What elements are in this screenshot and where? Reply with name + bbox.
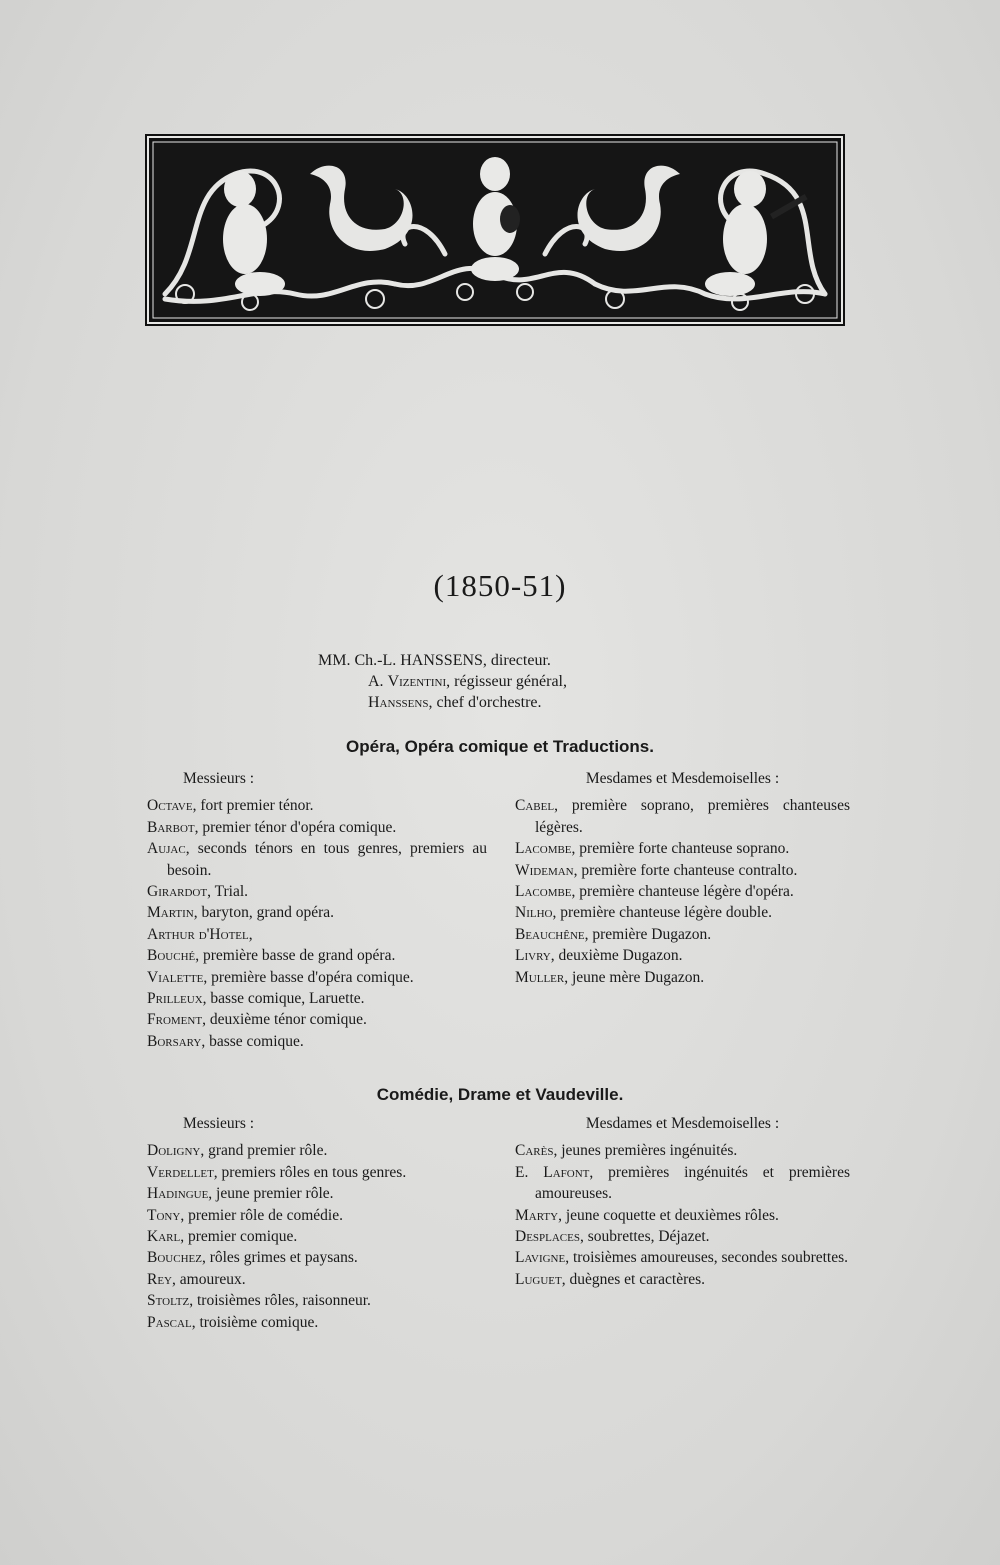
cast-entry (147, 1247, 487, 1268)
cast-name: Desplaces (515, 1228, 580, 1246)
cast-role: , première basse de grand opéra. (195, 947, 396, 965)
cast-name: Livry (515, 947, 551, 965)
cast-role: , première forte chanteuse soprano. (571, 840, 790, 858)
cast-role: , premières ingénuités et premières amoureuses. (535, 1163, 850, 1203)
comedie-women-header: Mesdames et Mesdemoiselles : (585, 1115, 780, 1132)
cast-role: , Trial. (207, 883, 249, 901)
cast-name: Rey (147, 1270, 173, 1288)
comedie-women-column (515, 1113, 850, 1290)
cast-role: , rôles grimes et paysans. (201, 1249, 358, 1267)
opera-men-list (147, 795, 487, 1052)
cast-role: , basse comique. (201, 1032, 304, 1050)
cast-entry (515, 967, 850, 988)
cast-entry (147, 1031, 487, 1052)
regisseur-initial: A. (368, 673, 388, 690)
cast-entry (515, 838, 850, 859)
cast-entry (515, 881, 850, 902)
ornamental-banner (145, 134, 845, 326)
cast-role: , premiers rôles en tous genres. (213, 1163, 407, 1181)
cast-entry (147, 1290, 487, 1311)
cast-role: , jeune coquette et deuxièmes rôles. (558, 1206, 779, 1224)
cast-role: , premier comique. (180, 1228, 298, 1246)
cast-name: Verdellet (147, 1163, 214, 1181)
cast-name: Nilho (515, 904, 553, 922)
cast-role: , troisièmes amoureuses, secondes soubrettes. (565, 1249, 849, 1267)
cast-role: , première chanteuse légère d'opéra. (571, 883, 794, 901)
regisseur-role: , régisseur général, (446, 673, 567, 690)
cast-entry (147, 881, 487, 902)
cast-entry (515, 1205, 850, 1226)
cast-role: , première Dugazon. (584, 925, 712, 943)
cast-entry (515, 945, 850, 966)
cast-entry (515, 902, 850, 923)
cast-role: , grand premier rôle. (200, 1142, 328, 1160)
opera-women-list (515, 795, 850, 988)
staff-prefix: MM. (318, 652, 351, 669)
cast-name: Borsary (147, 1032, 202, 1050)
cast-name: Octave (147, 797, 193, 815)
cast-name: Luguet (515, 1270, 562, 1288)
cast-name: Stoltz (147, 1292, 190, 1310)
cast-entry (147, 1205, 487, 1226)
cast-entry (515, 1140, 850, 1161)
cast-name: Vialette (147, 968, 204, 986)
cast-role: , jeune mère Dugazon. (564, 968, 705, 986)
cast-entry (515, 1162, 850, 1205)
cast-name: Tony (147, 1206, 181, 1224)
cast-role: , troisièmes rôles, raisonneur. (189, 1292, 371, 1310)
cast-role: , baryton, grand opéra. (193, 904, 335, 922)
cast-entry (147, 1226, 487, 1247)
chef-role: , chef d'orchestre. (428, 694, 542, 711)
cast-name: Girardot (147, 883, 208, 901)
comedie-men-header: Messieurs : (183, 1115, 255, 1132)
cast-role: , seconds ténors en tous genres, premiers au besoin. (167, 840, 487, 879)
cast-name: Lacombe (515, 840, 572, 858)
cast-entry (147, 1009, 487, 1030)
cast-name: Cabel (515, 797, 555, 815)
cast-entry (147, 795, 487, 816)
cast-entry (515, 860, 850, 881)
cast-entry (515, 1226, 850, 1247)
cast-entry (515, 924, 850, 945)
cast-role: , soubrettes, Déjazet. (580, 1228, 710, 1246)
cast-entry (147, 1140, 487, 1161)
cast-role: , première soprano, premières chanteuses légères. (535, 797, 850, 836)
cast-entry (147, 1162, 487, 1183)
cast-name: Wideman (515, 861, 574, 879)
cast-entry (147, 924, 487, 945)
chef-line (318, 692, 567, 713)
cast-role: , première forte chanteuse contralto. (573, 861, 798, 879)
director-name: Ch.-L. HANSSENS (354, 652, 483, 669)
cast-role: , deuxième Dugazon. (550, 947, 683, 965)
cast-name: Lacombe (515, 883, 572, 901)
director-role: , directeur. (482, 652, 551, 669)
direction-staff (318, 650, 567, 713)
cast-name: Bouché (147, 947, 196, 965)
cast-name: Barbot (147, 818, 195, 836)
cast-name: Prilleux (147, 990, 203, 1008)
cast-role: , (248, 925, 253, 943)
cast-name: Karl (147, 1228, 181, 1246)
cast-name: Arthur d'Hotel (147, 925, 249, 943)
regisseur-name: Vizentini (387, 673, 447, 690)
cast-entry (147, 945, 487, 966)
cast-name: Carès (515, 1142, 554, 1160)
cast-entry (515, 1269, 850, 1290)
comedie-section-title: Comédie, Drame et Vaudeville. (376, 1085, 624, 1104)
cast-entry (147, 967, 487, 988)
comedie-men-list (147, 1140, 487, 1333)
cast-entry (147, 817, 487, 838)
cast-entry (147, 902, 487, 923)
cast-role: , amoureux. (172, 1270, 246, 1288)
cast-role: , premier ténor d'opéra comique. (194, 818, 397, 836)
opera-women-header: Mesdames et Mesdemoiselles : (585, 770, 780, 787)
opera-women-column (515, 768, 850, 988)
cast-role: , fort premier ténor. (192, 797, 314, 815)
cast-name: Doligny (147, 1142, 201, 1160)
cast-role: , troisième comique. (191, 1313, 319, 1331)
cast-name: Hadingue (147, 1185, 209, 1203)
opera-men-column (147, 768, 487, 1052)
cast-entry (147, 1183, 487, 1204)
cast-entry (515, 1247, 850, 1268)
cast-name: Martin (147, 904, 194, 922)
cast-role: , premier rôle de comédie. (180, 1206, 343, 1224)
cast-role: , première chanteuse légère double. (552, 904, 772, 922)
cast-role: , duègnes et caractères. (561, 1270, 706, 1288)
cast-name: Lavigne (515, 1249, 566, 1267)
cast-entry (147, 1312, 487, 1333)
regisseur-line (318, 671, 567, 692)
cast-role: , jeunes premières ingénuités. (553, 1142, 738, 1160)
cast-name: E. Lafont (515, 1163, 590, 1181)
cast-name: Pascal (147, 1313, 192, 1331)
cast-role: , deuxième ténor comique. (202, 1011, 367, 1029)
season-year: (1850-51) (433, 568, 567, 603)
cast-entry (147, 988, 487, 1009)
cast-entry (515, 795, 850, 838)
cast-name: Aujac (147, 840, 186, 858)
cast-entry (147, 1269, 487, 1290)
cast-name: Bouchez (147, 1249, 202, 1267)
cast-name: Muller (515, 968, 565, 986)
cast-role: , basse comique, Laruette. (202, 990, 365, 1008)
opera-men-header: Messieurs : (183, 770, 255, 787)
chef-name: Hanssens (368, 694, 429, 711)
cast-name: Marty (515, 1206, 559, 1224)
opera-section-title: Opéra, Opéra comique et Traductions. (346, 737, 654, 756)
comedie-women-list (515, 1140, 850, 1290)
cast-name: Froment (147, 1011, 203, 1029)
director-line (318, 650, 567, 671)
cast-entry (147, 838, 487, 881)
cherub-swan-ornament-icon (145, 134, 845, 326)
cast-name: Beauchêne (515, 925, 585, 943)
cast-role: , jeune premier rôle. (208, 1185, 334, 1203)
comedie-men-column (147, 1113, 487, 1333)
cast-role: , première basse d'opéra comique. (203, 968, 414, 986)
